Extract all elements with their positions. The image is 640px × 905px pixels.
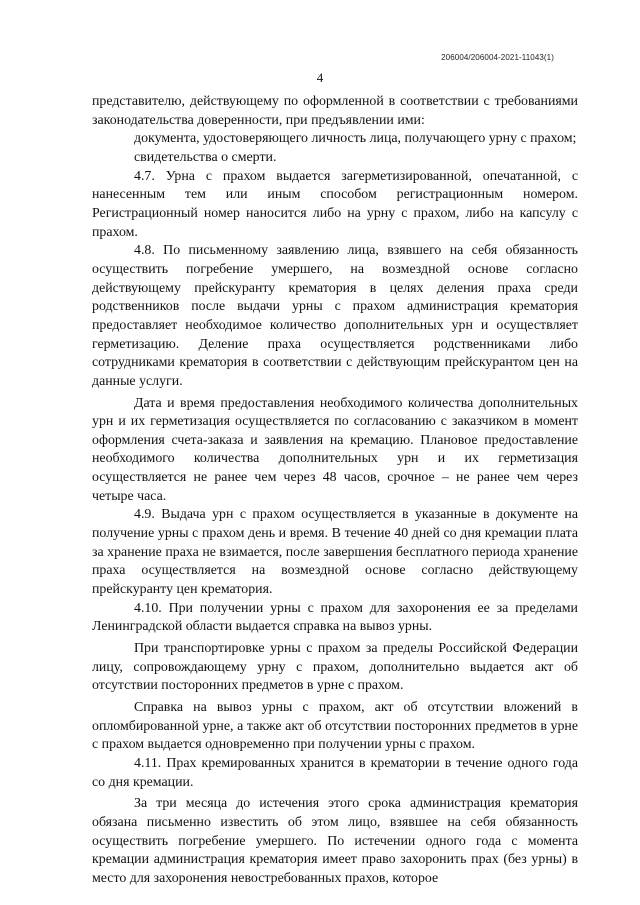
paragraph: Справка на вывоз урны с прахом, акт об отсутствии вложений в опломбированной урне, а также акт об отсутствии посторонних предметов в урне с прахом выдается одновременно при получении урны с прахом. (92, 700, 578, 753)
paragraph: 4.7. Урна с прахом выдается загерметизированной, опечатанной, с нанесенным тем или иным способом регистрационным номером. Регистрационный номер наносится либо на урну с прахом, либо на капсулу с прахом. (92, 168, 578, 240)
paragraph: 4.10. При получении урны с прахом для захоронения ее за пределами Ленинградской области выдается справка на вывоз урны. (92, 600, 578, 635)
paragraph: 4.9. Выдача урн с прахом осуществляется в указанные в документе на получение урны с прахом день и время. В течение 40 дней со дня кремации плата за хранение праха не взимается, после завершения бесплатного периода хранение праха осуществляется на возмездной основе согласно действующему прейскуранту цен крематория. (92, 507, 578, 598)
paragraph: свидетельства о смерти. (134, 149, 277, 165)
paragraph: 4.11. Прах кремированных хранится в крематории в течение одного года со дня кремации. (92, 755, 578, 790)
paragraph: 4.8. По письменному заявлению лица, взявшего на себя обязанность осуществить погребение умершего, на возмездной основе согласно действующему прейскуранту крематория в целях деления праха среди родственников после выдачи урны с прахом администрация крематория предоставляет необходимое количество дополнительных урн и осуществляет герметизацию. Деление праха осуществляется родственниками либо сотрудниками крематория в соответствии с действующим прейскурантом цен на данные услуги. (92, 243, 578, 389)
paragraph: документа, удостоверяющего личность лица, получающего урну с прахом; (134, 131, 577, 147)
page-number: 4 (316, 70, 324, 85)
paragraph: При транспортировке урны с прахом за пределы Российской Федерации лицу, сопровождающему урну с прахом, дополнительно выдается акт об отсутствии посторонних предметов в урне с прахом. (92, 641, 578, 694)
paragraph: Дата и время предоставления необходимого количества дополнительных урн и их герметизация осуществляется по согласованию с заказчиком в момент оформления счета-заказа и заявления на кремацию. Плановое предоставление необходимого количества дополнительных урн и их герметизация осуществляется не ранее чем через 48 часов, срочное – не ранее чем через четыре часа. (92, 395, 578, 504)
document-body (92, 93, 578, 889)
paragraph: представителю, действующему по оформленной в соответствии с требованиями законодательства доверенности, при предъявлении ими: (92, 94, 578, 128)
document-id: 206004/206004-2021-11043(1) (441, 53, 554, 62)
paragraph: За три месяца до истечения этого срока администрация крематория обязана письменно известить об этом лицо, взявшее на себя обязанность осуществить погребение умершего. По истечении одного года с момента кремации администрация крематория имеет право захоронить прах (без урны) в место для захоронения невостребованных прахов, которое (92, 796, 578, 886)
